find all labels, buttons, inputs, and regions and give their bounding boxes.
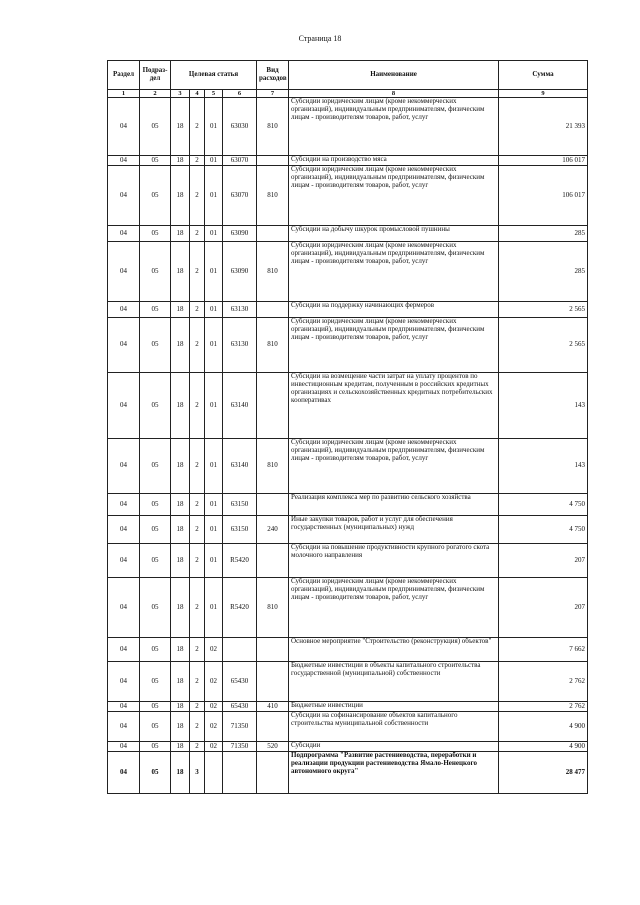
cell-code: 63150 <box>223 494 257 516</box>
cell-name: Иные закупки товаров, работ и услуг для обеспечения государственных (муниципальных) нужд <box>289 516 499 544</box>
cell-event: 01 <box>205 302 223 318</box>
cell-sum: 2 565 <box>499 318 588 373</box>
table-row <box>108 318 588 373</box>
cell-podrazdel: 05 <box>140 702 171 712</box>
cell-razdel: 04 <box>108 373 140 439</box>
cell-expense-type <box>257 494 289 516</box>
cell-code: R5420 <box>223 578 257 638</box>
table-row <box>108 712 588 742</box>
cell-sum: 4 900 <box>499 712 588 742</box>
cell-subprogram: 2 <box>190 712 205 742</box>
cell-razdel: 04 <box>108 242 140 302</box>
cell-podrazdel: 05 <box>140 439 171 494</box>
cell-podrazdel: 05 <box>140 742 171 752</box>
cell-program: 18 <box>171 302 190 318</box>
cell-sum: 4 750 <box>499 516 588 544</box>
cell-podrazdel: 05 <box>140 752 171 794</box>
cell-event: 01 <box>205 373 223 439</box>
cell-podrazdel: 05 <box>140 516 171 544</box>
cell-podrazdel: 05 <box>140 712 171 742</box>
cell-subprogram: 2 <box>190 544 205 578</box>
cell-name: Субсидии на возмещение части затрат на уплату процентов по инвестиционным кредитам, полученным в российских кредитных организациях и сельскохозяйственных кредитных потребительских кооперативах <box>289 373 499 439</box>
cell-podrazdel: 05 <box>140 302 171 318</box>
cell-expense-type <box>257 302 289 318</box>
cell-program: 18 <box>171 578 190 638</box>
cell-podrazdel: 05 <box>140 638 171 662</box>
cell-expense-type <box>257 544 289 578</box>
cell-name: Субсидии юридическим лицам (кроме некоммерческих организаций), индивидуальным предпринимателям, физическим лицам - производителям товаров, работ, услуг <box>289 166 499 226</box>
cell-code <box>223 752 257 794</box>
cell-name: Бюджетные инвестиции в объекты капитального строительства государственной (муниципальной) собственности <box>289 662 499 702</box>
column-number-row <box>108 90 588 98</box>
cell-podrazdel: 05 <box>140 98 171 156</box>
cell-razdel: 04 <box>108 156 140 166</box>
page-number: Страница 18 <box>298 34 342 43</box>
cell-razdel: 04 <box>108 702 140 712</box>
cell-podrazdel: 05 <box>140 226 171 242</box>
cell-expense-type <box>257 752 289 794</box>
cell-code: 63030 <box>223 98 257 156</box>
header-name: Наименование <box>289 61 499 90</box>
cell-event: 02 <box>205 662 223 702</box>
cell-name: Субсидии на производство мяса <box>289 156 499 166</box>
cell-subprogram: 2 <box>190 742 205 752</box>
column-number: 4 <box>190 90 205 98</box>
cell-code: 63130 <box>223 302 257 318</box>
table-row <box>108 578 588 638</box>
cell-razdel: 04 <box>108 578 140 638</box>
cell-razdel: 04 <box>108 752 140 794</box>
cell-razdel: 04 <box>108 516 140 544</box>
cell-sum: 285 <box>499 242 588 302</box>
cell-event: 01 <box>205 156 223 166</box>
cell-subprogram: 2 <box>190 638 205 662</box>
header-row <box>108 61 588 90</box>
cell-event: 01 <box>205 578 223 638</box>
cell-podrazdel: 05 <box>140 662 171 702</box>
cell-code: 63090 <box>223 226 257 242</box>
cell-name: Субсидии юридическим лицам (кроме некоммерческих организаций), индивидуальным предпринимателям, физическим лицам - производителям товаров, работ, услуг <box>289 98 499 156</box>
cell-name: Реализация комплекса мер по развитию сельского хозяйства <box>289 494 499 516</box>
table-row <box>108 516 588 544</box>
cell-sum: 2 565 <box>499 302 588 318</box>
column-number: 1 <box>108 90 140 98</box>
table-row <box>108 742 588 752</box>
cell-program: 18 <box>171 98 190 156</box>
cell-name: Субсидии на добычу шкурок промысловой пушнины <box>289 226 499 242</box>
cell-expense-type <box>257 226 289 242</box>
cell-expense-type: 810 <box>257 166 289 226</box>
table-row <box>108 242 588 302</box>
cell-code: 71350 <box>223 712 257 742</box>
cell-sum: 207 <box>499 578 588 638</box>
cell-podrazdel: 05 <box>140 166 171 226</box>
cell-name: Субсидии юридическим лицам (кроме некоммерческих организаций), индивидуальным предпринимателям, физическим лицам - производителям товаров, работ, услуг <box>289 439 499 494</box>
cell-sum: 2 762 <box>499 662 588 702</box>
header-sum: Сумма <box>499 61 588 90</box>
cell-subprogram: 2 <box>190 156 205 166</box>
cell-program: 18 <box>171 166 190 226</box>
cell-sum: 106 017 <box>499 156 588 166</box>
cell-code: R5420 <box>223 544 257 578</box>
cell-name: Субсидии юридическим лицам (кроме некоммерческих организаций), индивидуальным предпринимателям, физическим лицам - производителям товаров, работ, услуг <box>289 242 499 302</box>
cell-razdel: 04 <box>108 439 140 494</box>
cell-event: 01 <box>205 226 223 242</box>
cell-razdel: 04 <box>108 544 140 578</box>
cell-program: 18 <box>171 742 190 752</box>
cell-code: 63070 <box>223 166 257 226</box>
table-row <box>108 544 588 578</box>
cell-name: Субсидии <box>289 742 499 752</box>
column-number: 2 <box>140 90 171 98</box>
cell-razdel: 04 <box>108 638 140 662</box>
cell-expense-type: 810 <box>257 439 289 494</box>
cell-program: 18 <box>171 318 190 373</box>
cell-expense-type <box>257 638 289 662</box>
cell-razdel: 04 <box>108 98 140 156</box>
cell-expense-type: 410 <box>257 702 289 712</box>
cell-subprogram: 2 <box>190 226 205 242</box>
cell-podrazdel: 05 <box>140 242 171 302</box>
cell-program: 18 <box>171 373 190 439</box>
cell-code: 63070 <box>223 156 257 166</box>
cell-code <box>223 638 257 662</box>
cell-program: 18 <box>171 544 190 578</box>
cell-name: Субсидии на софинансирование объектов капитального строительства муниципальной собственности <box>289 712 499 742</box>
cell-sum: 143 <box>499 373 588 439</box>
cell-event: 02 <box>205 638 223 662</box>
cell-program: 18 <box>171 702 190 712</box>
table-row <box>108 302 588 318</box>
cell-event: 01 <box>205 166 223 226</box>
cell-sum: 285 <box>499 226 588 242</box>
cell-name: Основное мероприятие "Строительство (реконструкция) объектов" <box>289 638 499 662</box>
cell-name: Субсидии на поддержку начинающих фермеров <box>289 302 499 318</box>
table-row <box>108 638 588 662</box>
cell-subprogram: 2 <box>190 302 205 318</box>
cell-expense-type: 240 <box>257 516 289 544</box>
cell-expense-type <box>257 373 289 439</box>
cell-expense-type <box>257 156 289 166</box>
cell-program: 18 <box>171 494 190 516</box>
cell-program: 18 <box>171 156 190 166</box>
cell-sum: 2 762 <box>499 702 588 712</box>
cell-name: Субсидии на повышение продуктивности крупного рогатого скота молочного направления <box>289 544 499 578</box>
cell-event: 02 <box>205 742 223 752</box>
cell-razdel: 04 <box>108 318 140 373</box>
cell-subprogram: 3 <box>190 752 205 794</box>
cell-sum: 21 393 <box>499 98 588 156</box>
cell-event <box>205 752 223 794</box>
cell-subprogram: 2 <box>190 662 205 702</box>
column-number: 6 <box>223 90 257 98</box>
cell-subprogram: 2 <box>190 98 205 156</box>
cell-code: 63090 <box>223 242 257 302</box>
cell-podrazdel: 05 <box>140 156 171 166</box>
cell-program: 18 <box>171 516 190 544</box>
cell-razdel: 04 <box>108 166 140 226</box>
cell-sum: 28 477 <box>499 752 588 794</box>
cell-event: 01 <box>205 494 223 516</box>
cell-event: 01 <box>205 318 223 373</box>
column-number: 8 <box>289 90 499 98</box>
cell-subprogram: 2 <box>190 242 205 302</box>
table-row <box>108 156 588 166</box>
cell-sum: 4 900 <box>499 742 588 752</box>
cell-expense-type: 520 <box>257 742 289 752</box>
cell-razdel: 04 <box>108 302 140 318</box>
header-vid: Вид расходов <box>257 61 289 90</box>
cell-name: Субсидии юридическим лицам (кроме некоммерческих организаций), индивидуальным предпринимателям, физическим лицам - производителям товаров, работ, услуг <box>289 318 499 373</box>
column-number: 5 <box>205 90 223 98</box>
cell-subprogram: 2 <box>190 373 205 439</box>
table-row <box>108 439 588 494</box>
header-target: Целевая статья <box>171 61 257 90</box>
cell-event: 01 <box>205 439 223 494</box>
cell-program: 18 <box>171 752 190 794</box>
cell-program: 18 <box>171 662 190 702</box>
cell-razdel: 04 <box>108 494 140 516</box>
table-row <box>108 373 588 439</box>
cell-subprogram: 2 <box>190 166 205 226</box>
cell-subprogram: 2 <box>190 439 205 494</box>
cell-razdel: 04 <box>108 662 140 702</box>
cell-program: 18 <box>171 712 190 742</box>
cell-sum: 4 750 <box>499 494 588 516</box>
cell-expense-type: 810 <box>257 578 289 638</box>
header-razdel: Раздел <box>108 61 140 90</box>
cell-subprogram: 2 <box>190 318 205 373</box>
cell-razdel: 04 <box>108 742 140 752</box>
cell-code: 71350 <box>223 742 257 752</box>
cell-expense-type <box>257 712 289 742</box>
table-body <box>108 98 588 794</box>
table-row <box>108 98 588 156</box>
header-podrazdel: Подраз- дел <box>140 61 171 90</box>
table-row <box>108 226 588 242</box>
cell-sum: 207 <box>499 544 588 578</box>
cell-razdel: 04 <box>108 712 140 742</box>
table-row <box>108 494 588 516</box>
table-row <box>108 752 588 794</box>
cell-program: 18 <box>171 638 190 662</box>
cell-event: 01 <box>205 516 223 544</box>
budget-table <box>107 60 588 794</box>
cell-expense-type <box>257 662 289 702</box>
cell-name: Бюджетные инвестиции <box>289 702 499 712</box>
cell-code: 65430 <box>223 662 257 702</box>
cell-razdel: 04 <box>108 226 140 242</box>
table-row <box>108 166 588 226</box>
cell-podrazdel: 05 <box>140 494 171 516</box>
cell-sum: 143 <box>499 439 588 494</box>
cell-name: Субсидии юридическим лицам (кроме некоммерческих организаций), индивидуальным предпринимателям, физическим лицам - производителям товаров, работ, услуг <box>289 578 499 638</box>
cell-code: 63140 <box>223 439 257 494</box>
cell-sum: 7 662 <box>499 638 588 662</box>
column-number: 7 <box>257 90 289 98</box>
cell-podrazdel: 05 <box>140 544 171 578</box>
cell-event: 01 <box>205 98 223 156</box>
cell-podrazdel: 05 <box>140 578 171 638</box>
cell-program: 18 <box>171 242 190 302</box>
column-number: 9 <box>499 90 588 98</box>
cell-expense-type: 810 <box>257 242 289 302</box>
cell-expense-type: 810 <box>257 98 289 156</box>
cell-code: 65430 <box>223 702 257 712</box>
cell-subprogram: 2 <box>190 702 205 712</box>
cell-event: 01 <box>205 242 223 302</box>
cell-subprogram: 2 <box>190 516 205 544</box>
cell-event: 01 <box>205 544 223 578</box>
cell-program: 18 <box>171 439 190 494</box>
table-row <box>108 662 588 702</box>
cell-event: 02 <box>205 702 223 712</box>
cell-name: Подпрограмма "Развитие растениеводства, переработки и реализации продукции растениеводства Ямало-Ненецкого автономного округа" <box>289 752 499 794</box>
cell-podrazdel: 05 <box>140 318 171 373</box>
cell-podrazdel: 05 <box>140 373 171 439</box>
cell-sum: 106 017 <box>499 166 588 226</box>
column-number: 3 <box>171 90 190 98</box>
cell-subprogram: 2 <box>190 578 205 638</box>
cell-expense-type: 810 <box>257 318 289 373</box>
cell-subprogram: 2 <box>190 494 205 516</box>
cell-event: 02 <box>205 712 223 742</box>
cell-code: 63130 <box>223 318 257 373</box>
cell-code: 63140 <box>223 373 257 439</box>
cell-program: 18 <box>171 226 190 242</box>
cell-code: 63150 <box>223 516 257 544</box>
table-row <box>108 702 588 712</box>
